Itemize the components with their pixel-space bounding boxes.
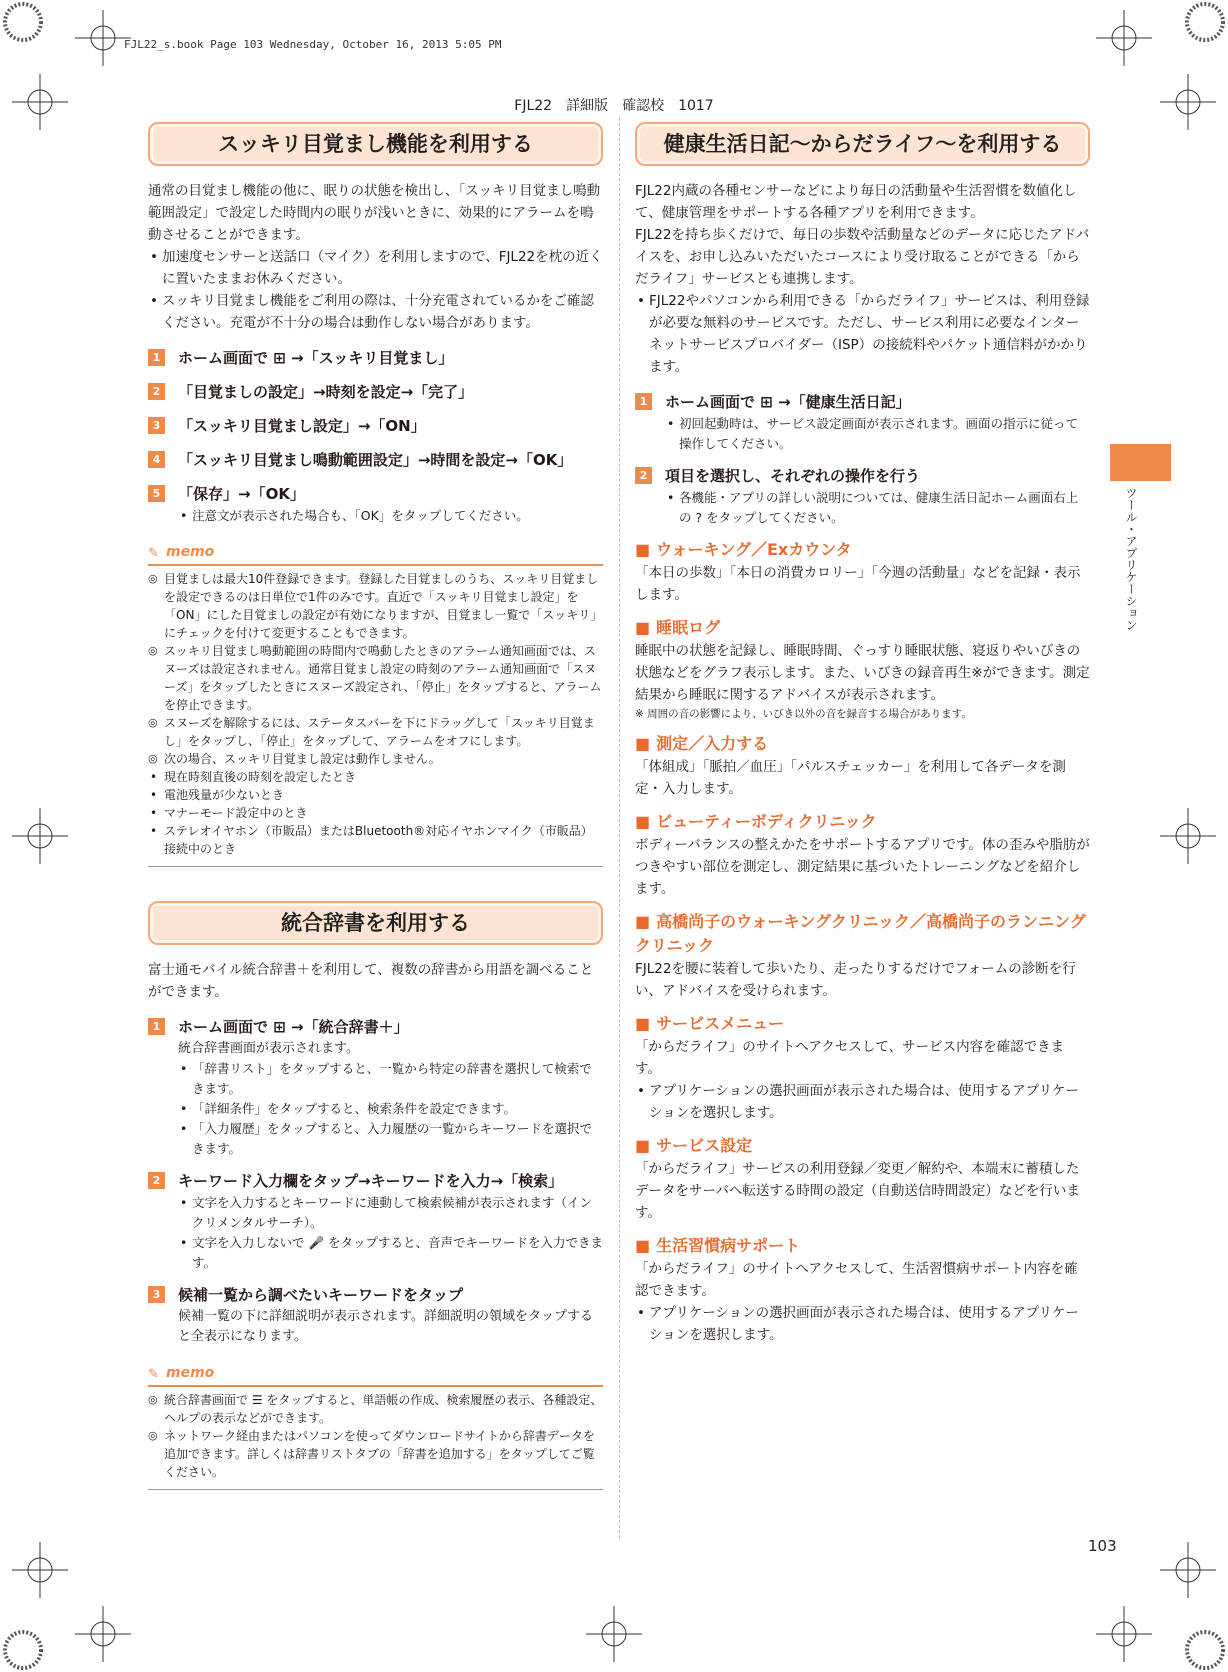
bullet-item: • FJL22やパソコンから利用できる「からだライフ」サービスは、利用登録が必要な無料のサービスです。ただし、サービス利用に必要なインターネットサービスプロバイダー（ISP）の接続料やパケット通信料がかかります。 [635, 290, 1090, 378]
subsection-heading: ■ ウォーキング／Exカウンタ [635, 540, 852, 559]
memo-subitem: • ステレオイヤホン（市販品）またはBluetooth®対応イヤホンマイク（市販品）接続中のとき [148, 822, 603, 858]
intro-sukkiri: 通常の目覚まし機能の他に、眠りの状態を検出し、「スッキリ目覚まし鳴動範囲設定」で設定した時間内の眠りが浅いときに、効果的にアラームを鳴動させることができます。 [148, 183, 601, 243]
column-divider [619, 118, 620, 1538]
memo-dictionary [148, 1365, 603, 1490]
chapter-label: ツール・アプリケーション [1124, 487, 1138, 631]
subsection-body: 「からだライフ」サービスの利用登録／変更／解約や、本端末に蓄積したデータをサーバへ転送する時間の設定（自動送信時間設定）などを行います。 [635, 1161, 1080, 1221]
pencil-icon: ✎ [148, 546, 159, 561]
step-note: • 各機能・アプリの詳しい説明については、健康生活日記ホーム画面右上の ? をタップしてください。 [665, 488, 1090, 528]
steps-health [635, 390, 1090, 528]
step-heading: 「スッキリ目覚まし設定」→「ON」 [178, 417, 426, 435]
pencil-icon: ✎ [148, 1367, 159, 1382]
memo-header [148, 1365, 603, 1387]
subsection-body: 睡眠中の状態を記録し、睡眠時間、ぐっすり睡眠状態、寝返りやいびきの状態などをグラフ表示します。また、いびきの録音再生※ができます。測定結果から睡眠に関するアドバイスが表示されます。 [635, 643, 1090, 703]
step-1 [635, 390, 1090, 454]
subsection-body: 「からだライフ」のサイトへアクセスして、生活習慣病サポート内容を確認できます。 [635, 1261, 1078, 1299]
step-number-icon: 2 [148, 1172, 165, 1189]
step-number-icon: 3 [148, 1286, 165, 1303]
memo-sukkiri [148, 544, 603, 867]
step-note: • 「入力履歴」をタップすると、入力履歴の一覧からキーワードを選択できます。 [178, 1119, 603, 1159]
memo-item: ◎ スヌーズを解除するには、ステータスバーを下にドラッグして「スッキリ目覚まし」をタップし、「停止」をタップして、アラームをオフにします。 [148, 714, 603, 750]
memo-label: memo [166, 1365, 215, 1381]
subsection-body: 「体組成」「脈拍／血圧」「パルスチェッカー」を利用して各データを測定・入力します。 [635, 759, 1066, 797]
subsection-bullet: • アプリケーションの選択画面が表示された場合は、使用するアプリケーションを選択します。 [635, 1302, 1090, 1346]
step-heading: ホーム画面で ⊞ →「スッキリ目覚まし」 [178, 349, 454, 367]
subsection-heading: ■ 生活習慣病サポート [635, 1236, 801, 1255]
section-title-health: 健康生活日記～からだライフ～を利用する [635, 122, 1090, 166]
step-note: • 文字を入力しないで 🎤 をタップすると、音声でキーワードを入力できます。 [178, 1233, 603, 1273]
section-title-dictionary: 統合辞書を利用する [148, 901, 603, 945]
subsection-heading: ■ ビューティーボディクリニック [635, 812, 877, 831]
step-heading: ホーム画面で ⊞ →「統合辞書＋」 [178, 1018, 409, 1036]
memo-subitem: • 現在時刻直後の時刻を設定したとき [148, 768, 603, 786]
step-heading: ホーム画面で ⊞ →「健康生活日記」 [665, 393, 911, 411]
step-body: 統合辞書画面が表示されます。 [178, 1041, 359, 1056]
memo-item: ◎ 統合辞書画面で ☰ をタップすると、単語帳の作成、検索履歴の表示、各種設定、ヘルプの表示などができます。 [148, 1391, 603, 1427]
step-heading: 「目覚ましの設定」→時刻を設定→「完了」 [178, 383, 474, 401]
subsection-body: 「からだライフ」のサイトへアクセスして、サービス内容を確認できます。 [635, 1039, 1065, 1077]
intro-health-2: FJL22を持ち歩くだけで、毎日の歩数や活動量などのデータに応じたアドバイスを、お申し込みいただいたコースにより受け取ることができる「からだライフ」サービスとも連携します。 [635, 227, 1090, 287]
right-column [635, 122, 1090, 1346]
step-number-icon: 1 [635, 393, 652, 410]
subsection-heading: ■ サービス設定 [635, 1136, 753, 1155]
step-note: • 注意文が表示された場合も、「OK」をタップしてください。 [178, 506, 603, 526]
steps-sukkiri [148, 346, 603, 526]
section-title-sukkiri: スッキリ目覚まし機能を利用する [148, 122, 603, 166]
step-heading: キーワード入力欄をタップ→キーワードを入力→「検索」 [178, 1172, 564, 1190]
step-number-icon: 4 [148, 451, 165, 468]
step-heading: 「スッキリ目覚まし鳴動範囲設定」→時間を設定→「OK」 [178, 451, 573, 469]
step-number-icon: 1 [148, 1018, 165, 1035]
step-number-icon: 3 [148, 417, 165, 434]
subsection-heading: ■ サービスメニュー [635, 1014, 785, 1033]
step-3 [148, 1283, 603, 1347]
intro-dictionary: 富士通モバイル統合辞書＋を利用して、複数の辞書から用語を調べることができます。 [148, 962, 594, 1000]
step-1 [148, 1015, 603, 1159]
memo-item: ◎ ネットワーク経由またはパソコンを使ってダウンロードサイトから辞書データを追加できます。詳しくは辞書リストタブの「辞書を追加する」をタップしてご覧ください。 [148, 1427, 603, 1481]
subsection-heading: ■ 睡眠ログ [635, 618, 721, 637]
subsection-heading: ■ 測定／入力する [635, 734, 769, 753]
intro-health-1: FJL22内蔵の各種センサーなどにより毎日の活動量や生活習慣を数値化して、健康管理をサポートする各種アプリを利用できます。 [635, 183, 1077, 221]
step-heading: 「保存」→「OK」 [178, 485, 305, 503]
step-number-icon: 5 [148, 485, 165, 502]
steps-dictionary [148, 1015, 603, 1347]
step-heading: 候補一覧から調べたいキーワードをタップ [178, 1286, 464, 1304]
memo-item: ◎ 目覚ましは最大10件登録できます。登録した目覚ましのうち、スッキリ目覚ましを設定できるのは日単位で1件のみです。直近で「スッキリ目覚まし設定」を「ON」にした目覚ましの設定が有効になりますが、目覚まし一覧で「スッキリ」にチェックを付けて変更することもできます。 [148, 570, 603, 642]
bullet-item: • スッキリ目覚まし機能をご利用の際は、十分充電されているかをご確認ください。充電が不十分の場合は動作しない場合があります。 [148, 290, 603, 334]
memo-item: ◎ スッキリ目覚まし鳴動範囲の時間内で鳴動したときのアラーム通知画面では、スヌーズは設定されません。通常目覚まし設定の時刻のアラーム通知画面で「スヌーズ」をタップしたときにスヌーズ設定され、「停止」をタップすると、アラームを停止できます。 [148, 642, 603, 714]
chapter-tab [1110, 444, 1171, 481]
step-number-icon: 1 [148, 349, 165, 366]
memo-item: ◎ 次の場合、スッキリ目覚まし設定は動作しません。 [148, 750, 603, 768]
step-2 [148, 380, 603, 404]
page-number: 103 [1088, 1537, 1117, 1555]
subsection-heading: ■ 高橋尚子のウォーキングクリニック／高橋尚子のランニングクリニック [635, 912, 1086, 955]
subsection-note: ※ 周囲の音の影響により、いびき以外の音を録音する場合があります。 [635, 708, 972, 720]
memo-subitem: • マナーモード設定中のとき [148, 804, 603, 822]
step-note: • 文字を入力するとキーワードに連動して検索候補が表示されます（インクリメンタルサーチ）。 [178, 1193, 603, 1233]
step-4 [148, 448, 603, 472]
step-5 [148, 482, 603, 526]
step-heading: 項目を選択し、それぞれの操作を行う [665, 467, 921, 485]
step-2 [635, 464, 1090, 528]
step-number-icon: 2 [635, 467, 652, 484]
memo-header [148, 544, 603, 566]
subsection-body: ボディーバランスの整えかたをサポートするアプリです。体の歪みや脂肪がつきやすい部位を測定し、測定結果に基づいたトレーニングなどを紹介します。 [635, 837, 1090, 897]
subsection-body: FJL22を腰に装着して歩いたり、走ったりするだけでフォームの診断を行い、アドバイスを受けられます。 [635, 961, 1076, 999]
memo-subitem: • 電池残量が少ないとき [148, 786, 603, 804]
step-number-icon: 2 [148, 383, 165, 400]
subsection-body: 「本日の歩数」「本日の消費カロリー」「今週の活動量」などを記録・表示します。 [635, 565, 1081, 603]
subsection-bullet: • アプリケーションの選択画面が表示された場合は、使用するアプリケーションを選択します。 [635, 1080, 1090, 1124]
step-note: • 「詳細条件」をタップすると、検索条件を設定できます。 [178, 1099, 603, 1119]
bullet-item: • 加速度センサーと送話口（マイク）を利用しますので、FJL22を枕の近くに置いたままお休みください。 [148, 246, 603, 290]
step-1 [148, 346, 603, 370]
step-note: • 「辞書リスト」をタップすると、一覧から特定の辞書を選択して検索できます。 [178, 1059, 603, 1099]
running-head: FJL22 詳細版 確認校 1017 [514, 98, 714, 114]
step-body: 候補一覧の下に詳細説明が表示されます。詳細説明の領域をタップすると全表示になります。 [178, 1309, 593, 1344]
step-note: • 初回起動時は、サービス設定画面が表示されます。画面の指示に従って操作してください。 [665, 414, 1090, 454]
bullets-sukkiri [148, 246, 603, 334]
memo-label: memo [166, 544, 215, 560]
crop-header: FJL22_s.book Page 103 Wednesday, October 16, 2013 5:05 PM [124, 38, 502, 51]
left-column [148, 122, 603, 1490]
step-2 [148, 1169, 603, 1273]
step-3 [148, 414, 603, 438]
